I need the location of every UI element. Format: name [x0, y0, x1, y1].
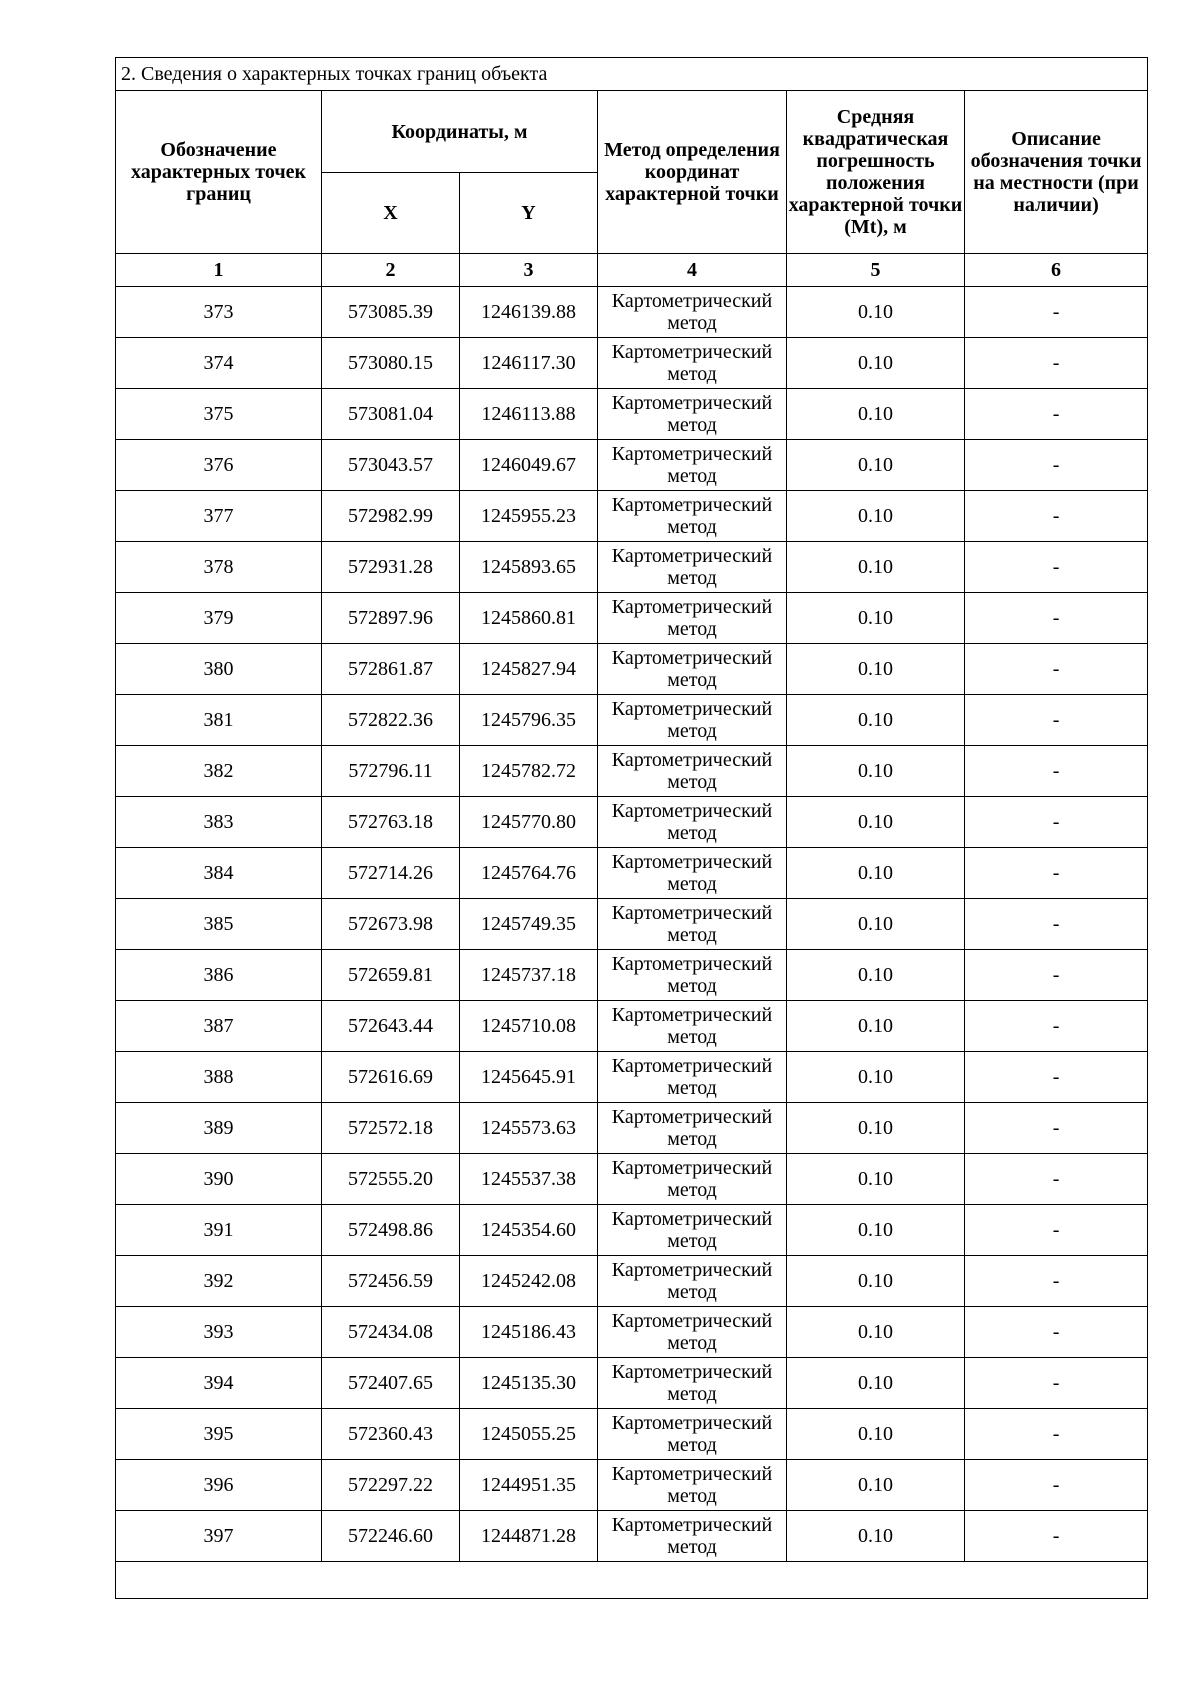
cell-mt: 0.10: [787, 746, 965, 797]
cell-x: 573080.15: [322, 338, 460, 389]
cell-x: 572822.36: [322, 695, 460, 746]
cell-description: -: [965, 1511, 1148, 1562]
table-row: [116, 1205, 1148, 1256]
cell-mt: 0.10: [787, 1052, 965, 1103]
table-row: [116, 1052, 1148, 1103]
cell-point-id: 375: [116, 389, 322, 440]
cell-x: 572360.43: [322, 1409, 460, 1460]
table-row: [116, 440, 1148, 491]
header-method: Метод определения координат характерной точки: [598, 91, 787, 254]
cell-description: -: [965, 542, 1148, 593]
column-number: 6: [965, 254, 1148, 287]
cell-point-id: 373: [116, 287, 322, 338]
cell-mt: 0.10: [787, 542, 965, 593]
cell-x: 572246.60: [322, 1511, 460, 1562]
cell-description: -: [965, 644, 1148, 695]
cell-x: 572572.18: [322, 1103, 460, 1154]
section-title: 2. Сведения о характерных точках границ объекта: [116, 58, 1148, 91]
column-number: 5: [787, 254, 965, 287]
cell-mt: 0.10: [787, 1154, 965, 1205]
cell-description: -: [965, 338, 1148, 389]
cell-description: -: [965, 1358, 1148, 1409]
cell-description: -: [965, 1460, 1148, 1511]
cell-y: 1245354.60: [460, 1205, 598, 1256]
cell-x: 572555.20: [322, 1154, 460, 1205]
table-row: [116, 746, 1148, 797]
cell-mt: 0.10: [787, 899, 965, 950]
cell-y: 1245770.80: [460, 797, 598, 848]
table-row: [116, 1103, 1148, 1154]
cell-x: 572643.44: [322, 1001, 460, 1052]
cell-method: Картометрический метод: [598, 950, 787, 1001]
cell-y: 1245645.91: [460, 1052, 598, 1103]
cell-description: -: [965, 1001, 1148, 1052]
cell-description: -: [965, 1205, 1148, 1256]
cell-description: -: [965, 287, 1148, 338]
cell-method: Картометрический метод: [598, 1511, 787, 1562]
cell-description: -: [965, 797, 1148, 848]
cell-point-id: 392: [116, 1256, 322, 1307]
cell-description: -: [965, 1409, 1148, 1460]
cell-x: 572659.81: [322, 950, 460, 1001]
cell-point-id: 390: [116, 1154, 322, 1205]
cell-mt: 0.10: [787, 440, 965, 491]
cell-point-id: 377: [116, 491, 322, 542]
cell-method: Картометрический метод: [598, 1052, 787, 1103]
cell-y: 1245782.72: [460, 746, 598, 797]
cell-point-id: 374: [116, 338, 322, 389]
table-row: [116, 848, 1148, 899]
cell-method: Картометрический метод: [598, 1460, 787, 1511]
cell-point-id: 386: [116, 950, 322, 1001]
cell-method: Картометрический метод: [598, 338, 787, 389]
cell-description: -: [965, 1103, 1148, 1154]
cell-x: 572982.99: [322, 491, 460, 542]
cell-mt: 0.10: [787, 1307, 965, 1358]
cell-description: -: [965, 593, 1148, 644]
cell-y: 1245955.23: [460, 491, 598, 542]
cell-description: -: [965, 440, 1148, 491]
cell-x: 572297.22: [322, 1460, 460, 1511]
column-numbers-row: [116, 254, 1148, 287]
cell-mt: 0.10: [787, 1205, 965, 1256]
cell-mt: 0.10: [787, 797, 965, 848]
cell-method: Картометрический метод: [598, 899, 787, 950]
cell-description: -: [965, 1154, 1148, 1205]
cell-mt: 0.10: [787, 1460, 965, 1511]
cell-x: 573085.39: [322, 287, 460, 338]
cell-point-id: 393: [116, 1307, 322, 1358]
cell-y: 1245749.35: [460, 899, 598, 950]
cell-y: 1245055.25: [460, 1409, 598, 1460]
cell-x: 572897.96: [322, 593, 460, 644]
cell-description: -: [965, 695, 1148, 746]
cell-mt: 0.10: [787, 695, 965, 746]
table-row: [116, 899, 1148, 950]
table-header: [116, 58, 1148, 287]
column-number: 3: [460, 254, 598, 287]
cell-mt: 0.10: [787, 1256, 965, 1307]
cell-description: -: [965, 746, 1148, 797]
boundary-points-table: [115, 57, 1148, 1599]
table-row: [116, 287, 1148, 338]
cell-point-id: 387: [116, 1001, 322, 1052]
cell-y: 1246139.88: [460, 287, 598, 338]
cell-mt: 0.10: [787, 389, 965, 440]
cell-description: -: [965, 389, 1148, 440]
cell-point-id: 391: [116, 1205, 322, 1256]
cell-point-id: 378: [116, 542, 322, 593]
table-row: [116, 593, 1148, 644]
table-row: [116, 797, 1148, 848]
header-error: Средняя квадратическая погрешность положения характерной точки (Mt), м: [787, 91, 965, 254]
cell-description: -: [965, 899, 1148, 950]
table-row: [116, 950, 1148, 1001]
header-designation: Обозначение характерных точек границ: [116, 91, 322, 254]
cell-method: Картометрический метод: [598, 491, 787, 542]
cell-method: Картометрический метод: [598, 1256, 787, 1307]
table-row: [116, 542, 1148, 593]
cell-x: 572796.11: [322, 746, 460, 797]
cell-method: Картометрический метод: [598, 1154, 787, 1205]
cell-method: Картометрический метод: [598, 644, 787, 695]
cell-y: 1245710.08: [460, 1001, 598, 1052]
cell-y: 1245737.18: [460, 950, 598, 1001]
cell-x: 572456.59: [322, 1256, 460, 1307]
cell-y: 1246049.67: [460, 440, 598, 491]
cell-point-id: 382: [116, 746, 322, 797]
header-coordinates: Координаты, м: [322, 91, 598, 173]
table-row: [116, 1511, 1148, 1562]
table-row: [116, 1409, 1148, 1460]
cell-x: 572407.65: [322, 1358, 460, 1409]
table-row: [116, 644, 1148, 695]
table-row: [116, 1358, 1148, 1409]
cell-method: Картометрический метод: [598, 848, 787, 899]
cell-method: Картометрический метод: [598, 389, 787, 440]
cell-y: 1245573.63: [460, 1103, 598, 1154]
cell-point-id: 395: [116, 1409, 322, 1460]
cell-mt: 0.10: [787, 287, 965, 338]
cell-method: Картометрический метод: [598, 746, 787, 797]
header-x: X: [322, 173, 460, 254]
cell-point-id: 384: [116, 848, 322, 899]
cell-point-id: 376: [116, 440, 322, 491]
table-row: [116, 491, 1148, 542]
cell-y: 1246113.88: [460, 389, 598, 440]
cell-x: 572861.87: [322, 644, 460, 695]
cell-description: -: [965, 848, 1148, 899]
cell-mt: 0.10: [787, 950, 965, 1001]
cell-method: Картометрический метод: [598, 440, 787, 491]
cell-y: 1246117.30: [460, 338, 598, 389]
cell-description: -: [965, 1052, 1148, 1103]
cell-mt: 0.10: [787, 644, 965, 695]
cell-x: 572673.98: [322, 899, 460, 950]
cell-method: Картометрический метод: [598, 1205, 787, 1256]
cell-description: -: [965, 491, 1148, 542]
cell-description: -: [965, 1256, 1148, 1307]
cell-method: Картометрический метод: [598, 287, 787, 338]
column-number: 4: [598, 254, 787, 287]
cell-description: -: [965, 950, 1148, 1001]
cell-y: 1245135.30: [460, 1358, 598, 1409]
cell-mt: 0.10: [787, 1001, 965, 1052]
cell-method: Картометрический метод: [598, 1409, 787, 1460]
table-row: [116, 1256, 1148, 1307]
table-row: [116, 338, 1148, 389]
cell-mt: 0.10: [787, 593, 965, 644]
cell-y: 1245796.35: [460, 695, 598, 746]
cell-mt: 0.10: [787, 1511, 965, 1562]
cell-mt: 0.10: [787, 491, 965, 542]
cell-method: Картометрический метод: [598, 1001, 787, 1052]
cell-y: 1245186.43: [460, 1307, 598, 1358]
cell-point-id: 381: [116, 695, 322, 746]
cell-mt: 0.10: [787, 1409, 965, 1460]
cell-mt: 0.10: [787, 848, 965, 899]
table-row: [116, 1307, 1148, 1358]
cell-x: 572763.18: [322, 797, 460, 848]
table-row: [116, 389, 1148, 440]
cell-x: 573081.04: [322, 389, 460, 440]
cell-point-id: 383: [116, 797, 322, 848]
cell-method: Картометрический метод: [598, 1358, 787, 1409]
header-y: Y: [460, 173, 598, 254]
cell-x: 572434.08: [322, 1307, 460, 1358]
table-body: [116, 287, 1148, 1562]
cell-method: Картометрический метод: [598, 593, 787, 644]
cell-x: 572714.26: [322, 848, 460, 899]
table-footer-empty: [116, 1562, 1148, 1599]
cell-x: 573043.57: [322, 440, 460, 491]
table-row: [116, 695, 1148, 746]
cell-method: Картометрический метод: [598, 797, 787, 848]
cell-point-id: 397: [116, 1511, 322, 1562]
cell-method: Картометрический метод: [598, 695, 787, 746]
cell-point-id: 385: [116, 899, 322, 950]
cell-y: 1245827.94: [460, 644, 598, 695]
cell-x: 572498.86: [322, 1205, 460, 1256]
cell-method: Картометрический метод: [598, 542, 787, 593]
column-number: 1: [116, 254, 322, 287]
cell-y: 1244871.28: [460, 1511, 598, 1562]
column-number: 2: [322, 254, 460, 287]
header-description: Описание обозначения точки на местности (при наличии): [965, 91, 1148, 254]
cell-y: 1245537.38: [460, 1154, 598, 1205]
cell-point-id: 379: [116, 593, 322, 644]
table-row: [116, 1001, 1148, 1052]
cell-point-id: 380: [116, 644, 322, 695]
cell-point-id: 388: [116, 1052, 322, 1103]
cell-point-id: 389: [116, 1103, 322, 1154]
cell-y: 1245764.76: [460, 848, 598, 899]
cell-y: 1245242.08: [460, 1256, 598, 1307]
cell-y: 1245893.65: [460, 542, 598, 593]
cell-mt: 0.10: [787, 1358, 965, 1409]
cell-mt: 0.10: [787, 338, 965, 389]
cell-y: 1245860.81: [460, 593, 598, 644]
cell-y: 1244951.35: [460, 1460, 598, 1511]
cell-method: Картометрический метод: [598, 1307, 787, 1358]
cell-mt: 0.10: [787, 1103, 965, 1154]
cell-x: 572931.28: [322, 542, 460, 593]
cell-point-id: 394: [116, 1358, 322, 1409]
cell-x: 572616.69: [322, 1052, 460, 1103]
cell-description: -: [965, 1307, 1148, 1358]
cell-method: Картометрический метод: [598, 1103, 787, 1154]
cell-point-id: 396: [116, 1460, 322, 1511]
table-row: [116, 1460, 1148, 1511]
table-row: [116, 1154, 1148, 1205]
